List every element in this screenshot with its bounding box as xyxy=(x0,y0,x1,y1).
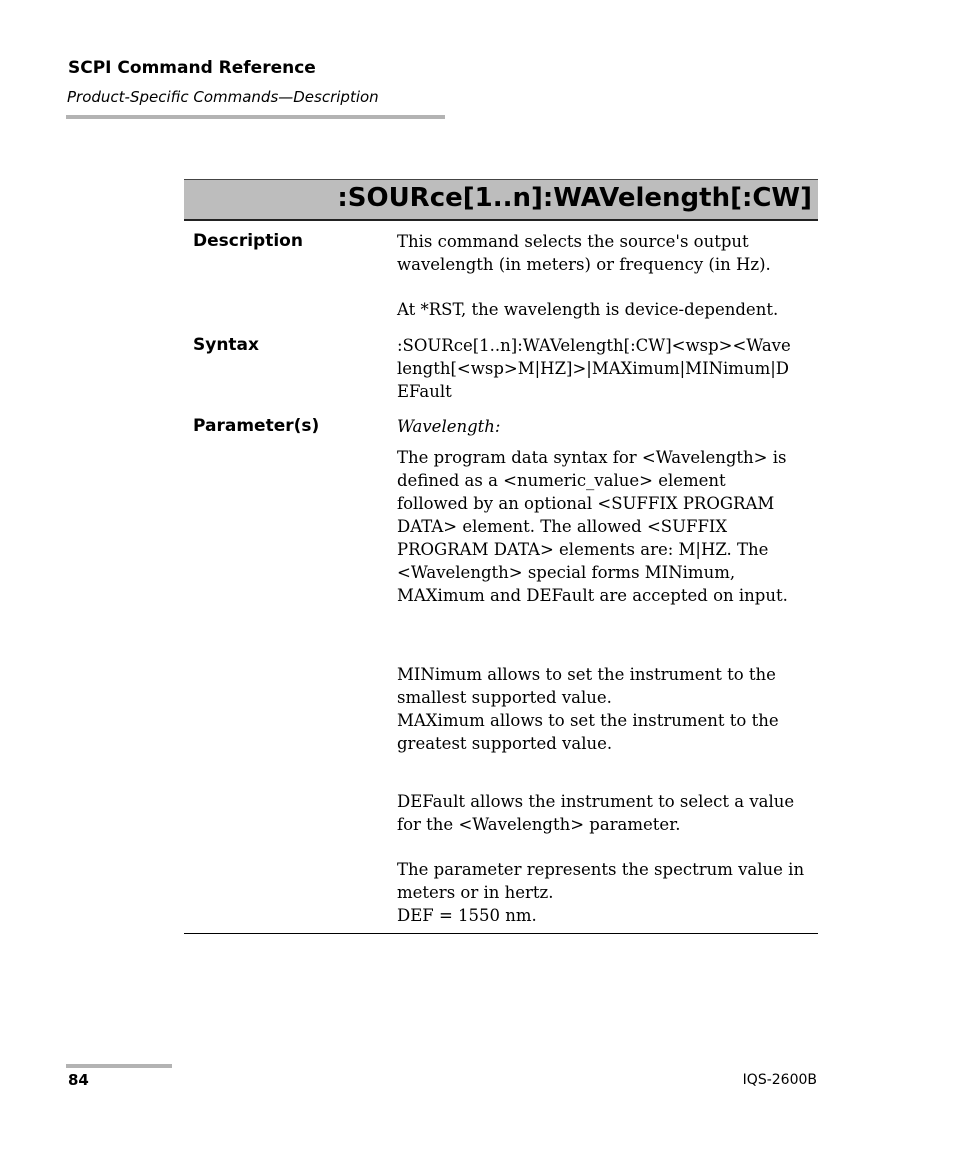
table-bottom-rule xyxy=(184,933,818,934)
command-title-bar xyxy=(184,179,818,221)
syntax-line-2: length[<wsp>M|HZ]>|MAXimum|MINimum|D xyxy=(397,359,790,378)
rst-note: At *RST, the wavelength is device-dependent. xyxy=(397,300,779,319)
section-title: SCPI Command Reference xyxy=(68,58,316,78)
minimum-description: MINimum allows to set the instrument to the smallest supported value. xyxy=(397,665,776,707)
parameter-syntax-paragraph: The program data syntax for <Wavelength> is defined as a <numeric_value> element followed by an optional <SUFFIX PROGRAM DATA> element. The allowed <SUFFIX PROGRAM DATA> elements are: M|HZ. The <Wavelength> special forms MINimum, MAXimum and DEFault are accepted on input. xyxy=(397,448,788,605)
description-label: Description xyxy=(193,231,303,251)
product-name: IQS-2600B xyxy=(742,1072,817,1088)
command-title: :SOURce[1..n]:WAVelength[:CW] xyxy=(337,183,812,213)
description-text: This command selects the source's output wavelength (in meters) or frequency (in Hz). xyxy=(397,232,771,274)
default-description: DEFault allows the instrument to select a value for the <Wavelength> parameter. xyxy=(397,792,795,834)
syntax-line-3: EFault xyxy=(397,382,452,401)
spectrum-note: The parameter represents the spectrum value in meters or in hertz. xyxy=(397,860,805,902)
page-number: 84 xyxy=(68,1071,89,1089)
header-rule xyxy=(66,115,445,119)
parameter-name: Wavelength: xyxy=(397,417,501,436)
footer-rule xyxy=(66,1064,172,1068)
syntax-label: Syntax xyxy=(193,335,259,355)
default-value: DEF = 1550 nm. xyxy=(397,906,537,925)
syntax-line-1: :SOURce[1..n]:WAVelength[:CW]<wsp><Wave xyxy=(397,336,791,355)
parameters-label: Parameter(s) xyxy=(193,416,320,436)
section-subtitle: Product-Specific Commands—Description xyxy=(67,88,379,106)
maximum-description: MAXimum allows to set the instrument to the greatest supported value. xyxy=(397,711,779,753)
